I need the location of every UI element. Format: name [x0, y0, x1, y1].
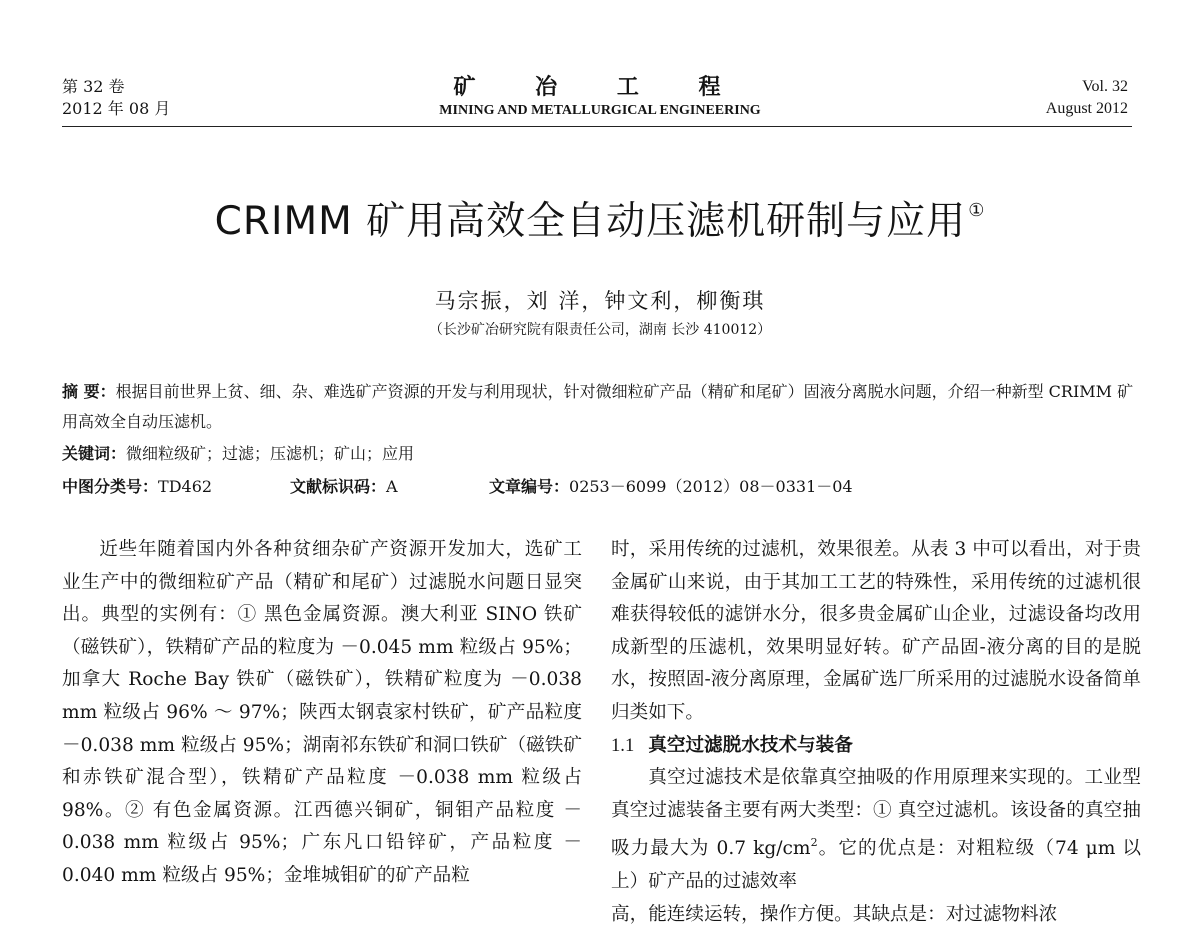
document-code — [290, 474, 398, 497]
header-date-en: August 2012 — [1045, 100, 1128, 117]
article-title-text: CRIMM 矿用高效全自动压滤机研制与应用 — [214, 199, 967, 244]
doc-code-value: A — [386, 477, 398, 496]
keywords-label: 关键词： — [62, 444, 127, 463]
body-paragraph — [611, 762, 1141, 898]
cut-off-line: 高，能连续运转，操作方便。其缺点是：对过滤物料浓 — [611, 903, 1058, 925]
abstract — [62, 377, 1138, 437]
affiliation: （长沙矿冶研究院有限责任公司，湖南 长沙 410012） — [428, 322, 772, 338]
article-number-value: 0253－6099（2012）08－0331－04 — [569, 477, 853, 496]
header-date: 2012 年 08 月 — [62, 99, 171, 118]
doc-code-label: 文献标识码： — [290, 477, 387, 496]
header-center — [0, 70, 1200, 119]
header-right — [1046, 76, 1128, 120]
article-number-label: 文章编号： — [489, 477, 570, 496]
keywords — [62, 441, 414, 464]
journal-title-cn: 矿 冶 工 程 — [453, 74, 747, 100]
article-title — [0, 190, 1200, 246]
clc-number — [62, 474, 212, 497]
keywords-text: 微细粒级矿；过滤；压滤机；矿山；应用 — [126, 444, 415, 463]
body-paragraph: 近些年随着国内外各种贫细杂矿产资源开发加大，选矿工业生产中的微细粒矿产品（精矿和尾矿）过滤脱水问题日显突出。典型的实例有：① 黑色金属资源。澳大利亚 SINO 铁矿（磁铁矿），铁精矿产品的粒度为 －0.045 mm 粒级占 95%；加拿大 Roche Bay 铁矿（磁铁矿），铁精矿粒度为 －0.038 mm 粒级占 96% ～ 97%；陕西太钢袁家村铁矿，矿产品粒度 －0.038 mm 粒级占 95%；湖南祁东铁矿和洞口铁矿（磁铁矿和赤铁矿混合型），铁精矿产品粒度 －0.038 mm 粒级占 98%。② 有色金属资源。江西德兴铜矿，铜钼产品粒度 －0.038 mm 粒级占 95%；广东凡口铅锌矿，产品粒度 －0.040 mm 粒级占 95%；金堆城钼矿的矿产品粒 — [62, 539, 582, 886]
abstract-text: 根据目前世界上贫、细、杂、难选矿产资源的开发与利用现状，针对微细粒矿产品（精矿和尾矿）固液分离脱水问题，介绍一种新型 CRIMM 矿用高效全自动压滤机。 — [62, 382, 1134, 431]
body-right-column — [611, 534, 1142, 925]
para-text-a: 真空过滤技术是依靠真空抽吸的作用原理来实现的。工业型真空过滤装备主要有两大类型：① 真空过滤机。该设备的真空抽吸力最大为 0.7 kg/cm — [611, 767, 1141, 860]
header-volume-en: Vol. 32 — [1082, 78, 1128, 95]
body-left-column — [62, 534, 582, 893]
superscript: 2 — [810, 836, 818, 850]
section-title: 真空过滤脱水技术与装备 — [648, 734, 853, 756]
section-heading — [611, 730, 1141, 763]
title-footnote-mark: ① — [968, 200, 986, 221]
clc-label: 中图分类号： — [62, 477, 159, 496]
header-rule — [62, 126, 1132, 127]
clc-value: TD462 — [158, 477, 213, 496]
article-number — [489, 474, 853, 497]
section-number: 1.1 — [611, 734, 635, 756]
journal-title-en: MINING AND METALLURGICAL ENGINEERING — [439, 103, 761, 118]
para-text-b: 。它的优点是：对粗粒级（74 μm 以上）矿产品的过滤效率 — [611, 838, 1142, 892]
body-paragraph: 时，采用传统的过滤机，效果很差。从表 3 中可以看出，对于贵金属矿山来说，由于其加工工艺的特殊性，采用传统的过滤机很难获得较低的滤饼水分，很多贵金属矿山企业，过滤设备均改用成新型的压滤机，效果明显好转。矿产品固-液分离的目的是脱水，按照固-液分离原理，金属矿选厂所采用的过滤脱水设备简单归类如下。 — [611, 539, 1141, 723]
authors: 马宗振，刘 洋，钟文利，柳衡琪 — [434, 289, 766, 313]
abstract-label: 摘 要： — [62, 382, 116, 401]
header-volume: 第 32 卷 — [62, 77, 125, 96]
